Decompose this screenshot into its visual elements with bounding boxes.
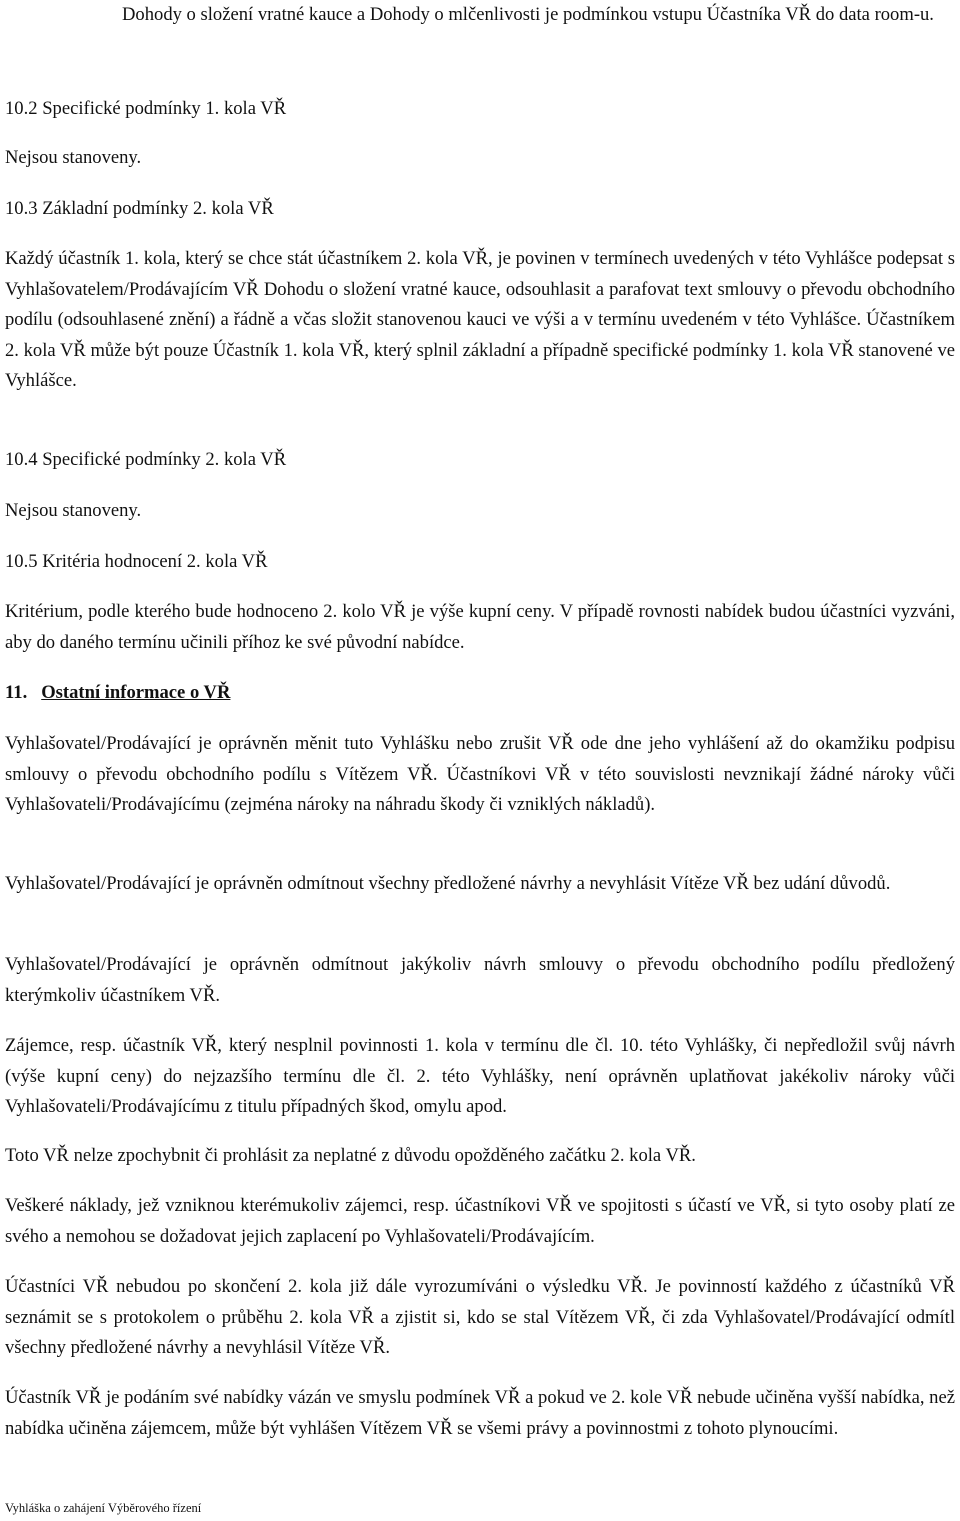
- subsection-heading-10-2: 10.2 Specifické podmínky 1. kola VŘ: [5, 98, 287, 119]
- paragraph-not-set-2: Nejsou stanoveny.: [5, 500, 142, 521]
- paragraph-evaluation-criteria: Kritérium, podle kterého bude hodnoceno 2. kolo VŘ je výše kupní ceny. V případě rovnosti nabídek budou účastníci vyzváni, aby do daného termínu učinili příhoz ke své původní nabídce.: [5, 601, 955, 653]
- subsection-heading-10-3: 10.3 Základní podmínky 2. kola VŘ: [5, 198, 274, 219]
- paragraph-bid-binding: Účastník VŘ je podáním své nabídky vázán ve smyslu podmínek VŘ a pokud ve 2. kole VŘ nebude učiněna vyšší nabídka, než nabídka učiněna zájemcem, může být vyhlášen Vítězem VŘ se všemi právy a povinnostmi z tohoto plynoucími.: [5, 1387, 955, 1439]
- section-heading-11: [5, 678, 230, 708]
- paragraph-no-dispute: Toto VŘ nelze zpochybnit či prohlásit za neplatné z důvodu opožděného začátku 2. kola VŘ.: [5, 1145, 696, 1166]
- paragraph-not-set-1: Nejsou stanoveny.: [5, 147, 142, 168]
- paragraph-costs: Veškeré náklady, jež vzniknou kterémukoliv zájemci, resp. účastníkovi VŘ ve spojitosti s účastí ve VŘ, si tyto osoby platí ze svého a nemohou se dožadovat jejich zaplacení po Vyhlašovateli/Prodávajícím.: [5, 1195, 955, 1247]
- paragraph-no-claims: Zájemce, resp. účastník VŘ, který nesplnil povinnosti 1. kola v termínu dle čl. 10. této Vyhlášky, či nepředložil svůj návrh (výše kupní ceny) do nejzazšího termínu dle čl. 2. této Vyhlášky, není oprávněn uplatňovat jakékoliv nároky vůči Vyhlašovateli/Prodávajícímu z titulu případných škod, omylu apod.: [5, 1035, 955, 1117]
- paragraph-reject-all: Vyhlašovatel/Prodávající je oprávněn odmítnout všechny předložené návrhy a nevyhlásit Vítěze VŘ bez udání důvodů.: [5, 873, 891, 894]
- paragraph-data-room: Dohody o složení vratné kauce a Dohody o mlčenlivosti je podmínkou vstupu Účastníka VŘ do data room-u.: [122, 4, 934, 25]
- paragraph-round2-basic-conditions: Každý účastník 1. kola, který se chce stát účastníkem 2. kola VŘ, je povinen v termínech uvedených v této Vyhlášce podepsat s Vyhlašovatelem/Prodávajícím VŘ Dohodu o složení vratné kauce, odsouhlasit a parafovat text smlouvy o převodu obchodního podílu (odsouhlasené znění) a řádně a včas složit stanovenou kauci ve výši a v termínu uvedeném v této Vyhlášce. Účastníkem 2. kola VŘ může být pouze Účastník 1. kola VŘ, který splnil základní a případně specifické podmínky 1. kola VŘ stanovené ve Vyhlášce.: [5, 248, 955, 391]
- page-footer: Vyhláška o zahájení Výběrového řízení: [5, 1501, 202, 1515]
- section-title: Ostatní informace o VŘ: [41, 682, 231, 703]
- section-number: 11.: [5, 682, 28, 703]
- subsection-heading-10-4: 10.4 Specifické podmínky 2. kola VŘ: [5, 449, 287, 470]
- paragraph-change-or-cancel: Vyhlašovatel/Prodávající je oprávněn měnit tuto Vyhlášku nebo zrušit VŘ ode dne jeho vyhlášení až do okamžiku podpisu smlouvy o převodu obchodního podílu s Vítězem VŘ. Účastníkovi VŘ v této souvislosti nevznikají žádné nároky vůči Vyhlašovateli/Prodávajícímu (zejména nároky na náhradu škody či vzniklých nákladů).: [5, 733, 955, 815]
- paragraph-reject-any-contract: Vyhlašovatel/Prodávající je oprávněn odmítnout jakýkoliv návrh smlouvy o převodu obchodního podílu předložený kterýmkoliv účastníkem VŘ.: [5, 954, 955, 1006]
- paragraph-results-notification: Účastníci VŘ nebudou po skončení 2. kola již dále vyrozumíváni o výsledku VŘ. Je povinností každého z účastníků VŘ seznámit se s protokolem o průběhu 2. kola VŘ a zjistit si, kdo se stal Vítězem VŘ, či zda Vyhlašovatel/Prodávající odmítl všechny předložené návrhy a nevyhlásil Vítěze VŘ.: [5, 1276, 955, 1358]
- subsection-heading-10-5: 10.5 Kritéria hodnocení 2. kola VŘ: [5, 551, 268, 572]
